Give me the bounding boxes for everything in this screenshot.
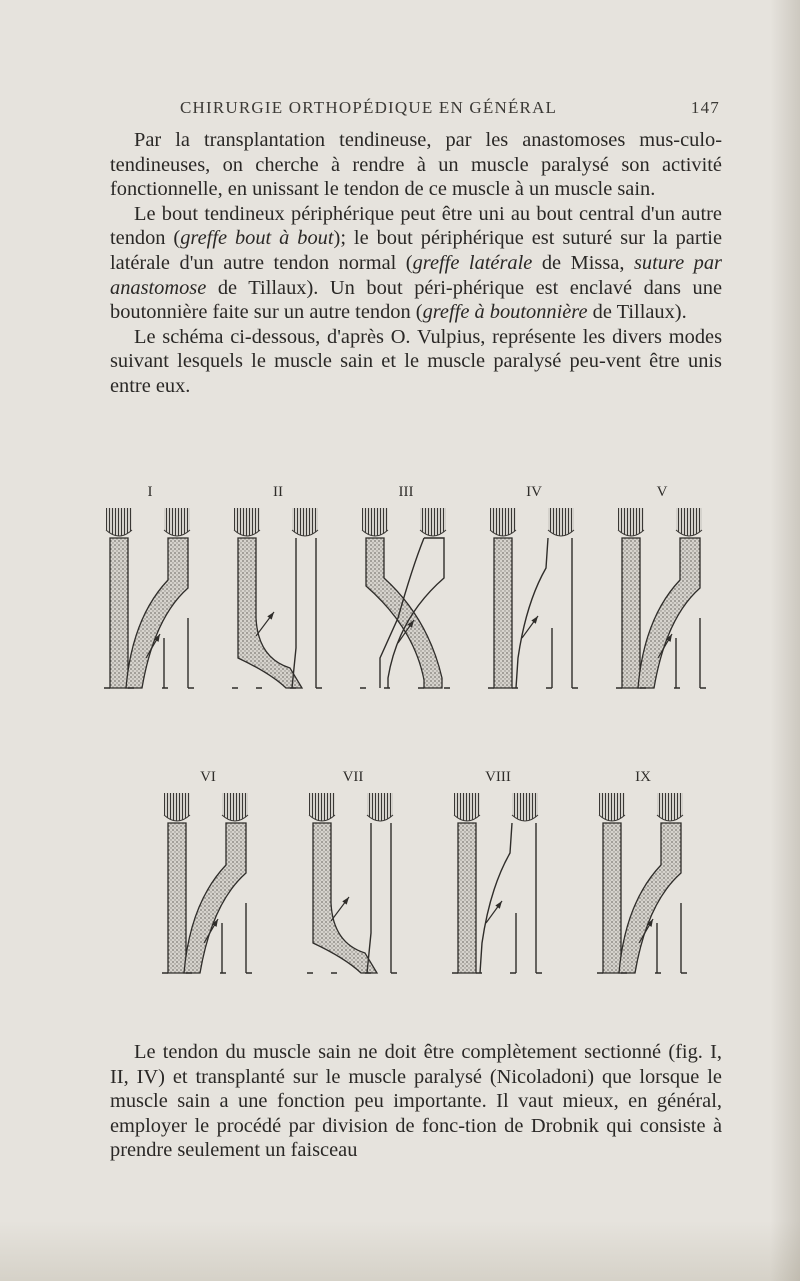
italic-term: greffe à boutonnière [422,301,588,324]
paralysed-tendon [516,538,548,688]
figure-label: I [147,484,153,500]
page-bottom-shadow [0,1221,800,1281]
paralysed-distal [164,618,188,688]
arrow-head [495,901,502,909]
italic-term: greffe bout à bout [180,227,334,250]
muscle-head [234,508,260,530]
muscle-belly [164,815,190,821]
transplanted-tendon [638,538,700,688]
healthy-tendon [366,538,442,688]
paragraph [110,1040,722,1163]
tendon-diagram [232,508,322,688]
tendon-diagram [616,508,706,688]
arrow-head [267,612,274,620]
text-run: Par la transplantation tendineuse, par les anastomoses mus-culo-tendineuses, on cherche à rendre à un muscle paralysé son activité fonctionnelle, en unissant le tendon de ce muscle à un muscle sain. [110,129,722,201]
tendon-diagram [452,793,542,973]
muscle-head [454,793,480,815]
muscle-belly [490,530,516,536]
muscle-head [676,508,702,530]
muscle-head [164,793,190,815]
muscle-belly [234,530,260,536]
tendon-diagram [488,508,578,688]
page-number: 147 [690,98,720,117]
muscle-belly [618,530,644,536]
healthy-tendon [494,538,512,688]
healthy-tendon [622,538,640,688]
figure-label: VII [342,769,364,785]
text-run: ); le bout périphérique est suturé sur la partie latérale d'un autre tendon normal ( [110,227,723,274]
running-header [180,98,720,118]
muscle-head [309,793,335,815]
muscle-head [512,793,538,815]
italic-term: suture par anastomose [110,251,722,299]
healthy-tendon [603,823,621,973]
muscle-head [106,508,132,530]
paragraph [110,325,722,399]
muscle-belly [367,815,393,821]
healthy-tendon [168,823,186,973]
muscle-belly [309,815,335,821]
muscle-head [292,508,318,530]
healthy-tendon [238,538,302,688]
figure-diagrams [104,508,706,973]
muscle-belly [599,815,625,821]
paralysed-distal [222,903,246,973]
tendon-transplant-figure [100,478,740,1023]
muscle-belly [676,530,702,536]
body-text-bottom [110,1040,722,1163]
paralysed-distal [657,903,681,973]
figure-label: VI [200,769,216,785]
muscle-head [367,793,393,815]
muscle-belly [548,530,574,536]
paralysed-distal [676,618,700,688]
muscle-belly [164,530,190,536]
paragraph [110,128,722,202]
muscle-belly [222,815,248,821]
text-run: Le schéma ci-dessous, d'après O. Vulpius, représente les divers modes suivant lesquels le muscle sain et le muscle paralysé peu-vent être unis entre eux. [110,325,722,397]
figure-label: VIII [485,769,511,785]
transplanted-tendon [619,823,681,973]
running-title: CHIRURGIE ORTHOPÉDIQUE EN GÉNÉRAL [180,98,558,117]
arrow-head [531,616,538,624]
paralysed-distal [552,538,572,688]
muscle-belly [106,530,132,536]
figure-label: V [656,484,668,500]
muscle-head [164,508,190,530]
transplanted-tendon [126,538,188,688]
italic-term: greffe latérale [412,251,533,274]
text-run: Le tendon du muscle sain ne doit être complètement sectionné (fig. I, II, IV) et transplanté sur le muscle paralysé (Nicoladoni) que lorsque le muscle sain a une fonction peu importante. Il vaut mieux, en général, employer le procédé par division de fonc-tion de Drobnik qui consiste à prendre seulement un faisceau [110,1041,722,1162]
arrow-head [342,897,349,905]
text-run: de Tillaux). [587,301,687,324]
muscle-belly [292,530,318,536]
tendon-diagram [307,793,397,973]
tendon-diagram [104,508,194,688]
paragraph [110,202,722,325]
body-text-top [110,128,722,399]
muscle-belly [657,815,683,821]
page-edge-shadow [770,0,800,1281]
figure-label: III [398,484,414,500]
text-run: de Tillaux). Un bout péri-phérique est enclavé dans une boutonnière faite sur un autre tendon ( [110,276,722,324]
figure-label: II [273,484,283,500]
muscle-head [490,508,516,530]
muscle-belly [420,530,446,536]
text-run: de Missa, [532,251,634,274]
muscle-head [657,793,683,815]
muscle-head [548,508,574,530]
tendon-diagram [162,793,252,973]
figure-label: IV [526,484,542,500]
muscle-belly [454,815,480,821]
healthy-tendon [313,823,377,973]
paralysed-tendon [480,823,512,973]
muscle-head [222,793,248,815]
muscle-belly [512,815,538,821]
muscle-head [420,508,446,530]
muscle-belly [362,530,388,536]
muscle-head [362,508,388,530]
paralysed-tendon-left [367,823,371,973]
healthy-tendon [110,538,128,688]
muscle-head [618,508,644,530]
healthy-tendon [458,823,476,973]
tendon-diagram [360,508,450,688]
transplanted-tendon [184,823,246,973]
muscle-head [599,793,625,815]
figure-label: IX [635,769,651,785]
paralysed-tendon-left [292,538,296,688]
text-run: Le bout tendineux périphérique peut être uni au bout central d'un autre tendon ( [110,202,722,250]
paralysed-distal [516,823,536,973]
tendon-diagram [597,793,687,973]
